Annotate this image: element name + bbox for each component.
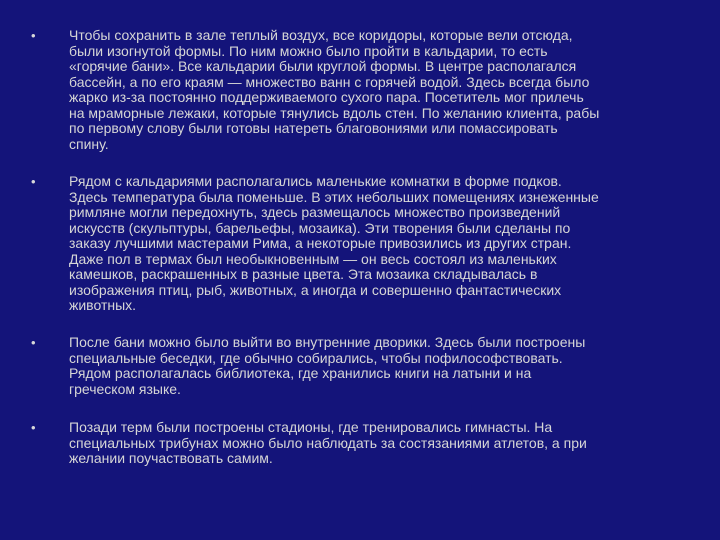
bullet-marker: •	[31, 420, 36, 435]
bullet-marker: •	[31, 28, 36, 43]
paragraph-courtyards: После бани можно было выйти во внутренние дворики. Здесь были построены специальные беседки, где обычно собирались, чтобы пофилософствовать. Рядом располагалась библиотека, где хранились книги на латыни и на греческом языке.	[69, 334, 586, 397]
paragraph-stadiums: Позади терм были построены стадионы, где тренировались гимнасты. На специальных трибунах можно было наблюдать за состязаниями атлетов, а при желании поучаствовать самим.	[69, 419, 587, 466]
paragraph-caldarium: Чтобы сохранить в зале теплый воздух, все коридоры, которые вели отсюда, были изогнутой формы. По ним можно было пройти в кальдарии, то есть «горячие бани». Все кальдарии были круглой формы. В центре располагался бассейн, а по его краям — множество ванн с горячей водой. Здесь всегда было жарко из-за постоянно поддерживаемого сухого пара. Посетитель мог прилечь на мраморные лежаки, которые тянулись вдоль стен. По желанию клиента, рабы по первому слову были готовы натереть благовониями или помассировать спину.	[69, 27, 600, 152]
bullet-marker: •	[31, 174, 36, 189]
paragraph-rest-rooms: Рядом с кальдариями располагались маленькие комнатки в форме подков. Здесь температура была поменьше. В этих небольших помещениях изнеженные римляне могли передохнуть, здесь размещалось множество произведений искусств (скульптуры, барельефы, мозаика). Эти творения были сделаны по заказу лучшими мастерами Рима, а некоторые привозились из других стран. Даже пол в термах был необыкновенным — он весь состоял из маленьких камешков, раскрашенных в разные цвета. Эта мозаика складывалась в изображения птиц, рыб, животных, а иногда и совершенно фантастических животных.	[69, 173, 599, 313]
bullet-marker: •	[31, 335, 36, 350]
